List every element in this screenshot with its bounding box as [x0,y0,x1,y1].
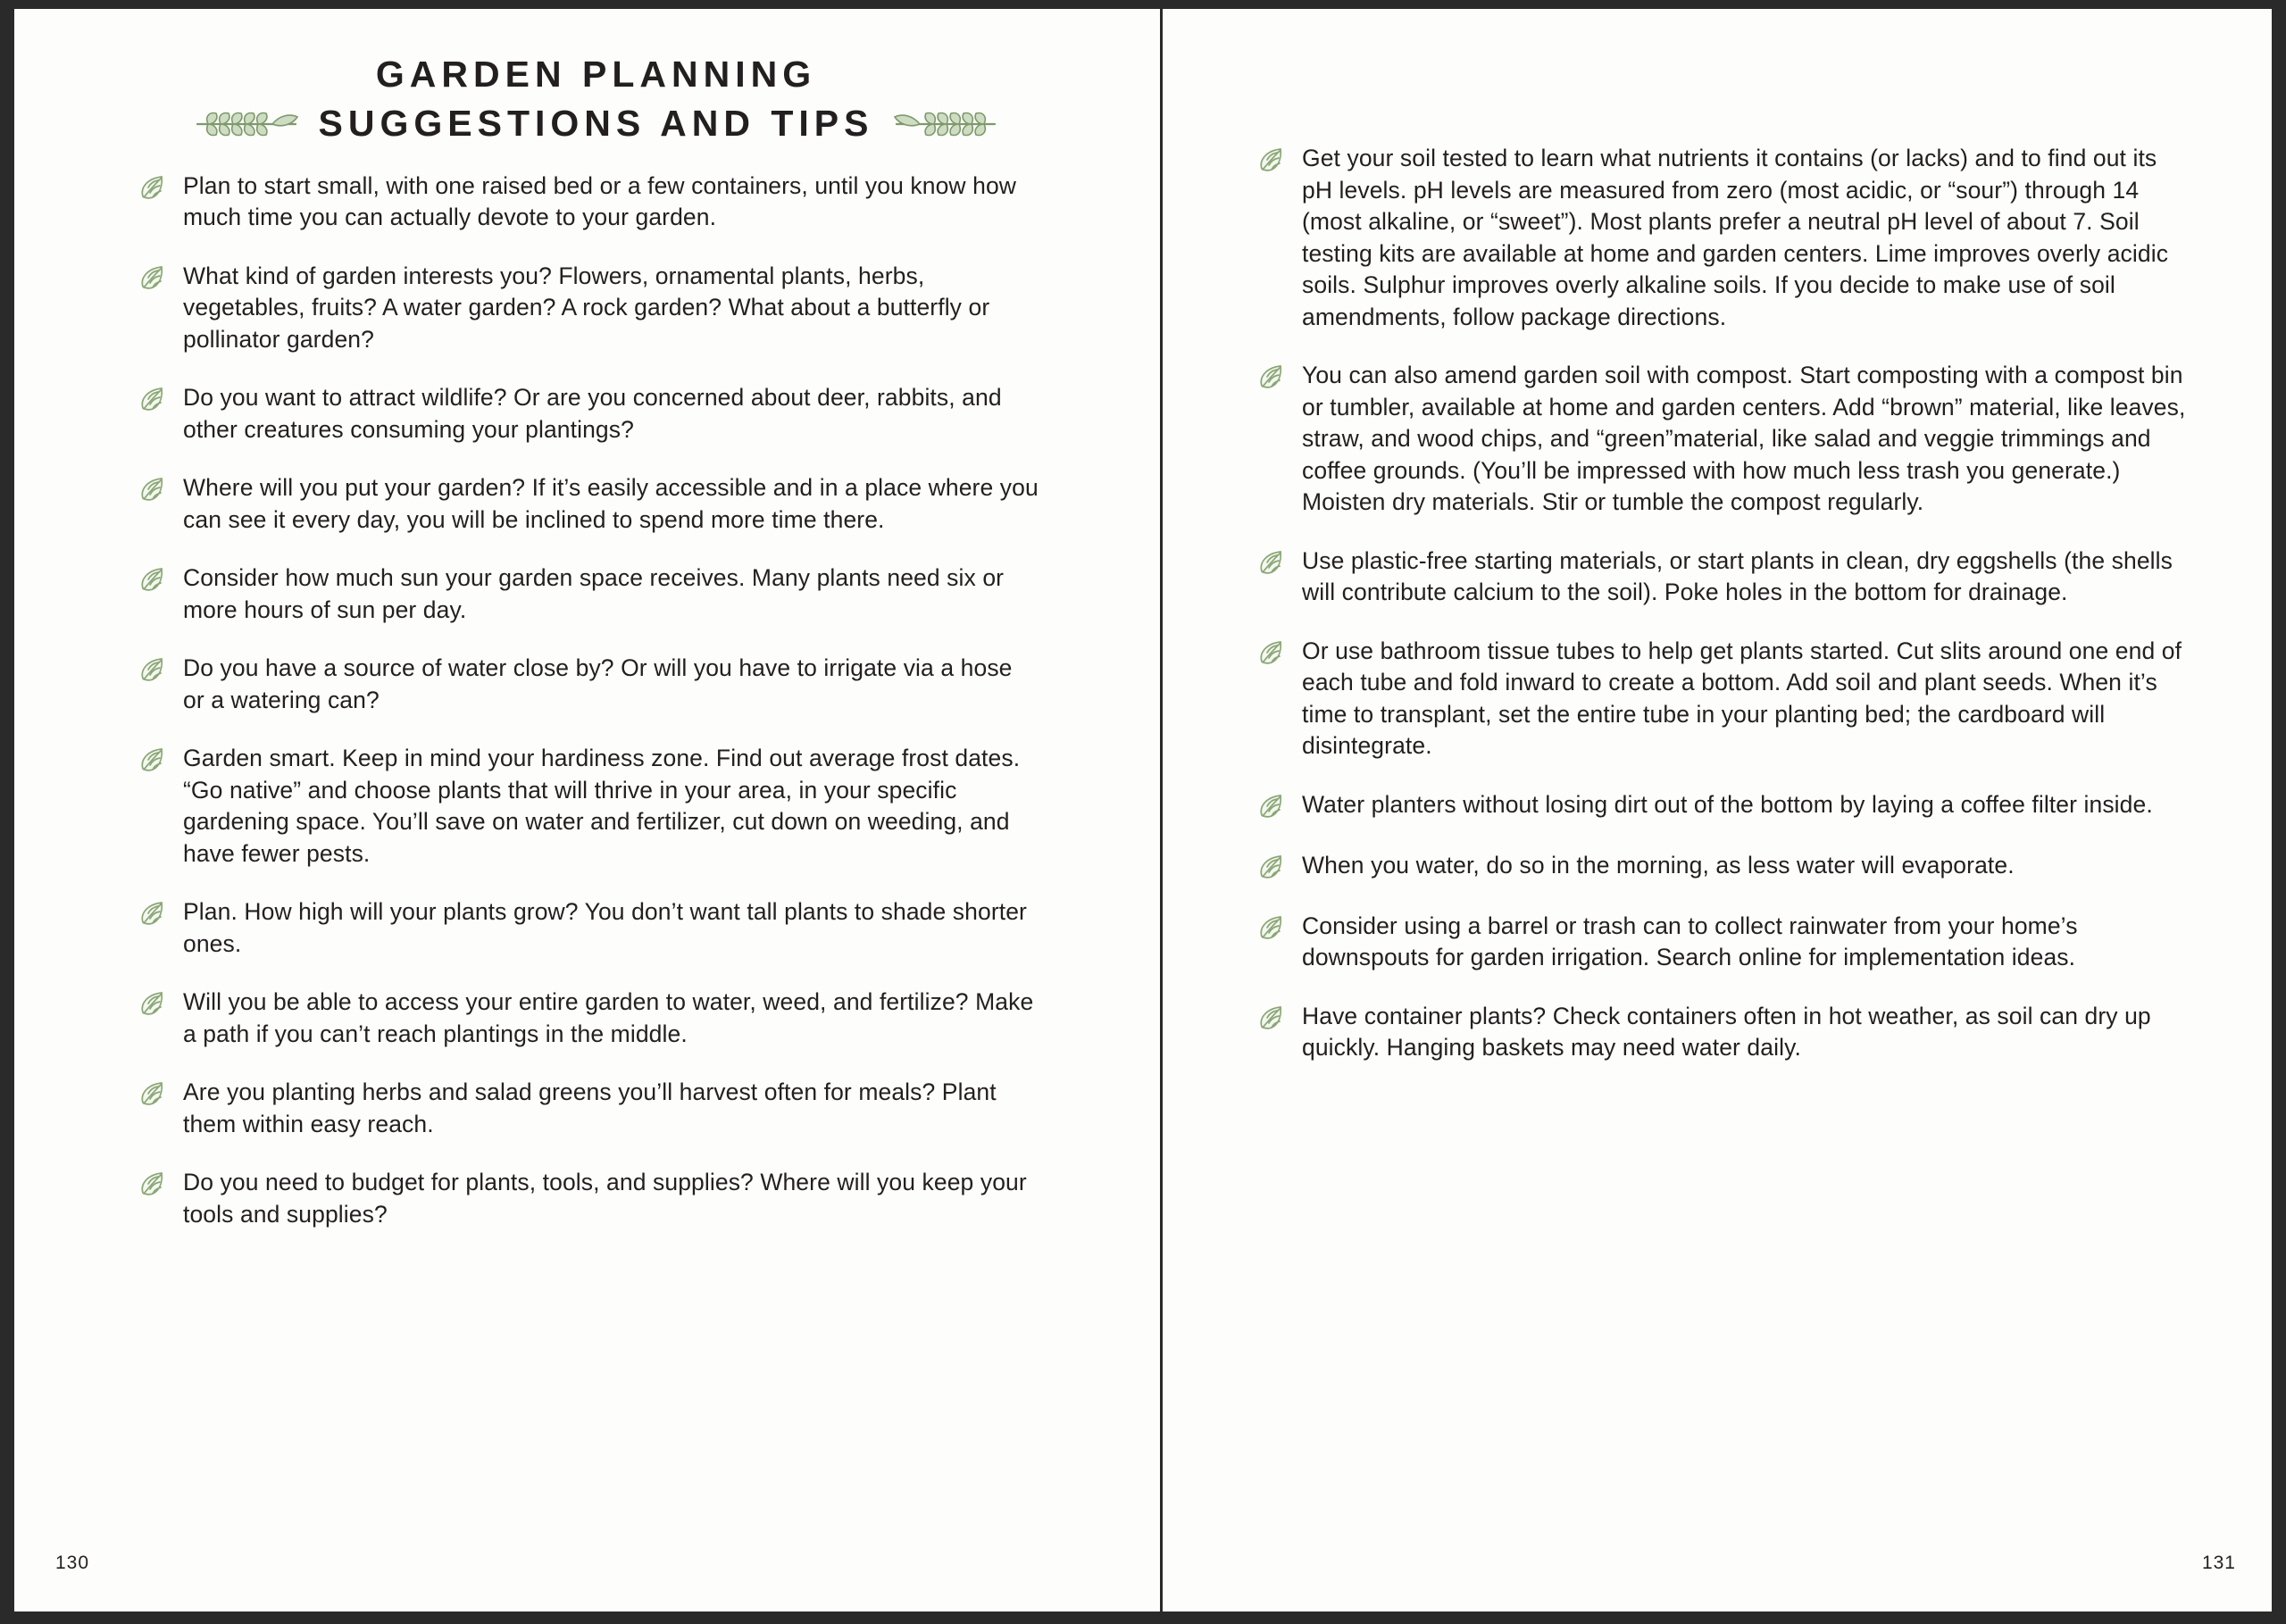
list-item-text: Water planters without losing dirt out of the bottom by laying a coffee filter inside. [1302,790,2153,818]
list-item-text: Where will you put your garden? If it’s easily accessible and in a place where you can see it every day, you will be inclined to spend more time there. [183,474,1039,533]
page-number-right: 131 [2201,1553,2236,1573]
leafy-sprig-left-icon [190,105,303,143]
list-item-text: Will you be able to access your entire garden to water, weed, and fertilize? Make a path if you can’t reach plantings in the middle. [183,988,1034,1047]
list-item [139,562,1039,626]
leaf-icon [1258,1004,1285,1035]
list-item [1258,911,2191,974]
list-item-text: Do you want to attract wildlife? Or are you concerned about deer, rabbits, and other creatures consuming your plantings? [183,384,1002,443]
page-title-line-1: GARDEN PLANNING [375,54,817,95]
list-item [139,382,1039,446]
list-item [1258,1001,2191,1064]
list-item [139,1167,1039,1230]
leaf-icon [1258,854,1285,884]
list-item [1258,143,2191,333]
page-title-line-2: SUGGESTIONS AND TIPS [318,103,874,145]
leaf-icon [139,900,166,930]
list-item [139,171,1039,234]
list-item [1258,636,2191,762]
leaf-icon [1258,639,1285,670]
list-item [139,472,1039,536]
list-item-text: Do you need to budget for plants, tools, and supplies? Where will you keep your tools and supplies? [183,1169,1027,1228]
list-item-text: Have container plants? Check containers often in hot weather, as soil can dry up quickly. Hanging baskets may need water daily. [1302,1002,2151,1061]
leaf-icon [139,386,166,416]
list-item [1258,850,2191,884]
list-item-text: Are you planting herbs and salad greens you’ll harvest often for meals? Plant them within easy reach. [183,1079,997,1137]
leaf-icon [139,174,166,204]
leaf-icon [1258,793,1285,823]
right-tips-list [1160,143,2272,1064]
list-item-text: Plan to start small, with one raised bed or a few containers, until you know how much time you can actually devote to your garden. [183,171,1017,230]
list-item [139,653,1039,716]
leaf-icon [1258,549,1285,579]
list-item-text: You can also amend garden soil with compost. Start composting with a compost bin or tumbler, available at home and garden centers. Add “brown” material, like leaves, straw, and wood chips, and “green”material, like salad and veggie trimmings and coffee grounds. (You’ll be impressed with how much less trash you generate.) Moisten dry materials. Stir or tumble the compost regularly. [1302,362,2186,515]
leaf-icon [1258,914,1285,945]
list-item-text: Do you have a source of water close by? Or will you have to irrigate via a hose or a watering can? [183,654,1013,713]
list-item [139,987,1039,1050]
left-page [14,9,1160,1612]
page-title [14,52,1160,147]
leaf-icon [139,656,166,687]
list-item-text: Or use bathroom tissue tubes to help get plants started. Cut slits around one end of each tube and fold inward to create a bottom. Add soil and plant seeds. When it’s time to transplant, set the entire tube in your planting bed; the cardboard will disintegrate. [1302,637,2182,759]
list-item [139,261,1039,356]
list-item [139,1077,1039,1140]
list-item-text: Get your soil tested to learn what nutrients it contains (or lacks) and to find out its pH levels. pH levels are measured from zero (most acidic, or “sour”) through 14 (most alkaline, or “sweet”). Most plants prefer a neutral pH level of about 7. Soil testing kits are available at home and garden centers. Lime improves overly acidic soils. Sulphur improves overly alkaline soils. If you decide to make use of soil amendments, follow package directions. [1302,145,2169,330]
leaf-icon [139,746,166,777]
page-number-left: 130 [55,1553,90,1573]
leaf-icon [1258,363,1285,394]
list-item-text: Consider using a barrel or trash can to collect rainwater from your home’s downspouts for garden irrigation. Search online for implementation ideas. [1302,912,2078,970]
leaf-icon [139,476,166,506]
leaf-icon [1258,146,1285,177]
list-item [139,743,1039,870]
left-tips-list [14,171,1160,1231]
leaf-icon [139,1170,166,1201]
leaf-icon [139,264,166,295]
list-item [139,896,1039,960]
paper-surface [14,9,2272,1612]
list-item-text: Use plastic-free starting materials, or start plants in clean, dry eggshells (the shells will contribute calcium to the soil). Poke holes in the bottom for drainage. [1302,546,2173,605]
list-item-text: When you water, do so in the morning, as less water will evaporate. [1302,851,2015,879]
list-item-text: What kind of garden interests you? Flowers, ornamental plants, herbs, vegetables, fruits? A water garden? A rock garden? What about a butterfly or pollinator garden? [183,262,990,353]
list-item [1258,360,2191,519]
list-item-text: Consider how much sun your garden space receives. Many plants need six or more hours of sun per day. [183,564,1005,623]
list-item-text: Plan. How high will your plants grow? You don’t want tall plants to shade shorter ones. [183,898,1027,957]
leaf-icon [139,990,166,1020]
leaf-icon [139,1080,166,1111]
leaf-icon [139,566,166,596]
list-item-text: Garden smart. Keep in mind your hardiness zone. Find out average frost dates. “Go native” and choose plants that will thrive in your area, in your specific gardening space. You’ll save on water and fertilizer, cut down on weeding, and have fewer pests. [183,745,1021,867]
right-page [1160,9,2272,1612]
list-item [1258,545,2191,609]
leafy-sprig-right-icon [889,105,1002,143]
list-item [1258,789,2191,823]
